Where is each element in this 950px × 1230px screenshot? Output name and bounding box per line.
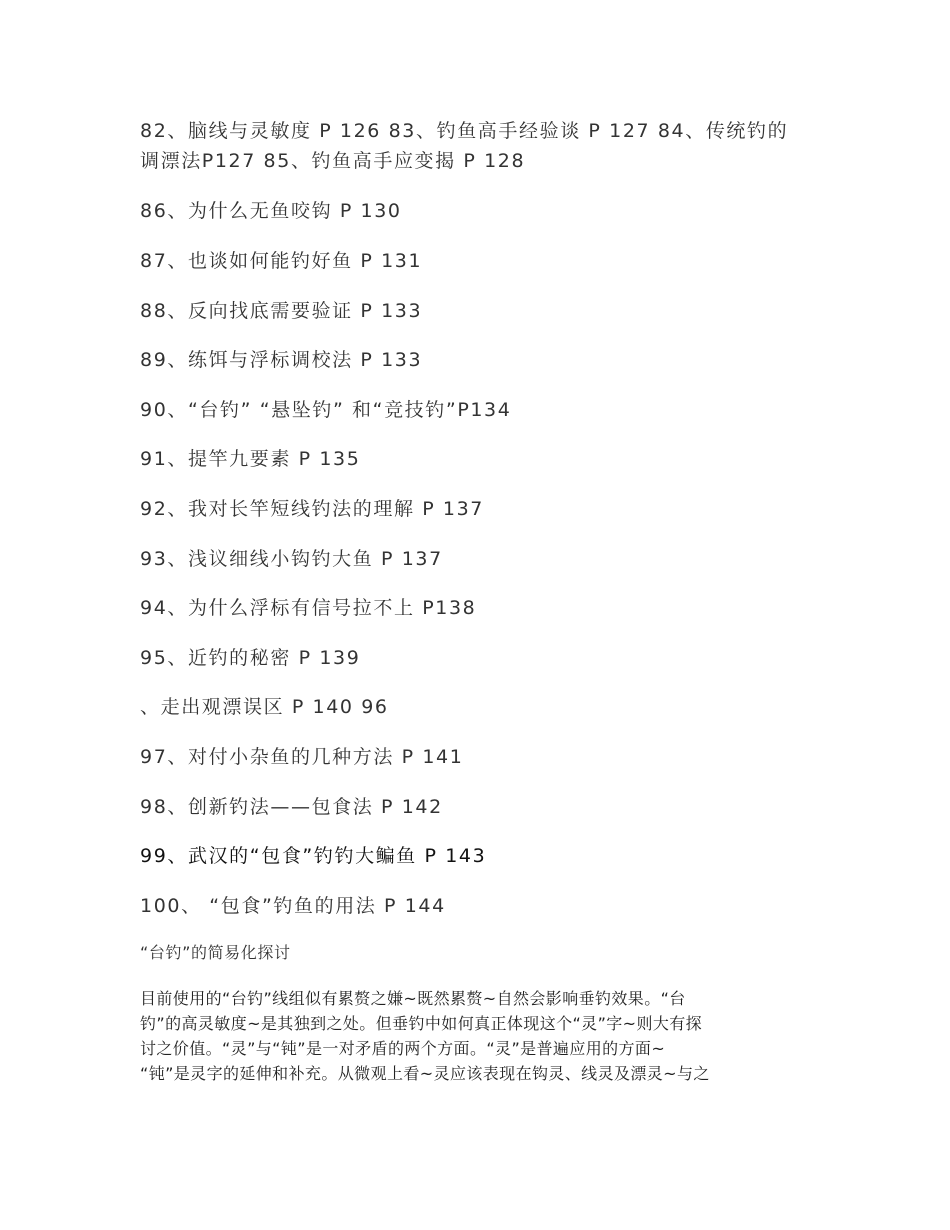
toc-entry-82-85 [140, 116, 800, 176]
paragraph-line: 讨之价值。“灵”与“钝”是一对矛盾的两个方面。“灵”是普遍应用的方面~ [140, 1039, 666, 1058]
paragraph-line: 目前使用的“台钓”线组似有累赘之嫌~既然累赘~自然会影响垂钓效果。“台 [140, 989, 686, 1008]
toc-entry-93: 93、浅议细线小钩钓大鱼 P 137 [140, 548, 443, 570]
toc-entry-90: 90、“台钓” “悬坠钓” 和“竞技钓”P134 [140, 399, 512, 421]
section-heading: “台钓”的简易化探讨 [140, 943, 291, 962]
toc-entry-99: 99、武汉的“包食”钓钓大鳊鱼 P 143 [140, 845, 487, 867]
toc-entry-94: 94、为什么浮标有信号拉不上 P138 [140, 597, 477, 619]
toc-entry-88: 88、反向找底需要验证 P 133 [140, 300, 423, 322]
toc-entry-87: 87、也谈如何能钓好鱼 P 131 [140, 250, 423, 272]
paragraph-line: 钓”的高灵敏度~是其独到之处。但垂钓中如何真正体现这个“灵”字~则大有探 [140, 1014, 703, 1033]
toc-entry-97: 97、对付小杂鱼的几种方法 P 141 [140, 746, 464, 768]
toc-entry-line: 82、脑线与灵敏度 P 126 83、钓鱼高手经验谈 P 127 84、传统钓的 [140, 120, 789, 142]
toc-entry-89: 89、练饵与浮标调校法 P 133 [140, 349, 423, 371]
toc-entry-96: 、走出观漂误区 P 140 96 [140, 696, 389, 718]
toc-entry-98: 98、创新钓法——包食法 P 142 [140, 796, 443, 818]
toc-entry-86: 86、为什么无鱼咬钩 P 130 [140, 200, 402, 222]
paragraph-line: “钝”是灵字的延伸和补充。从微观上看~灵应该表现在钩灵、线灵及漂灵~与之 [140, 1064, 710, 1083]
toc-entry-95: 95、近钓的秘密 P 139 [140, 647, 361, 669]
toc-entry-100: 100、 “包食”钓鱼的用法 P 144 [140, 895, 446, 917]
toc-entry-92: 92、我对长竿短线钓法的理解 P 137 [140, 498, 484, 520]
body-paragraph [140, 986, 805, 1086]
toc-entry-line: 调漂法P127 85、钓鱼高手应变揭 P 128 [140, 150, 526, 172]
toc-entry-91: 91、提竿九要素 P 135 [140, 448, 361, 470]
